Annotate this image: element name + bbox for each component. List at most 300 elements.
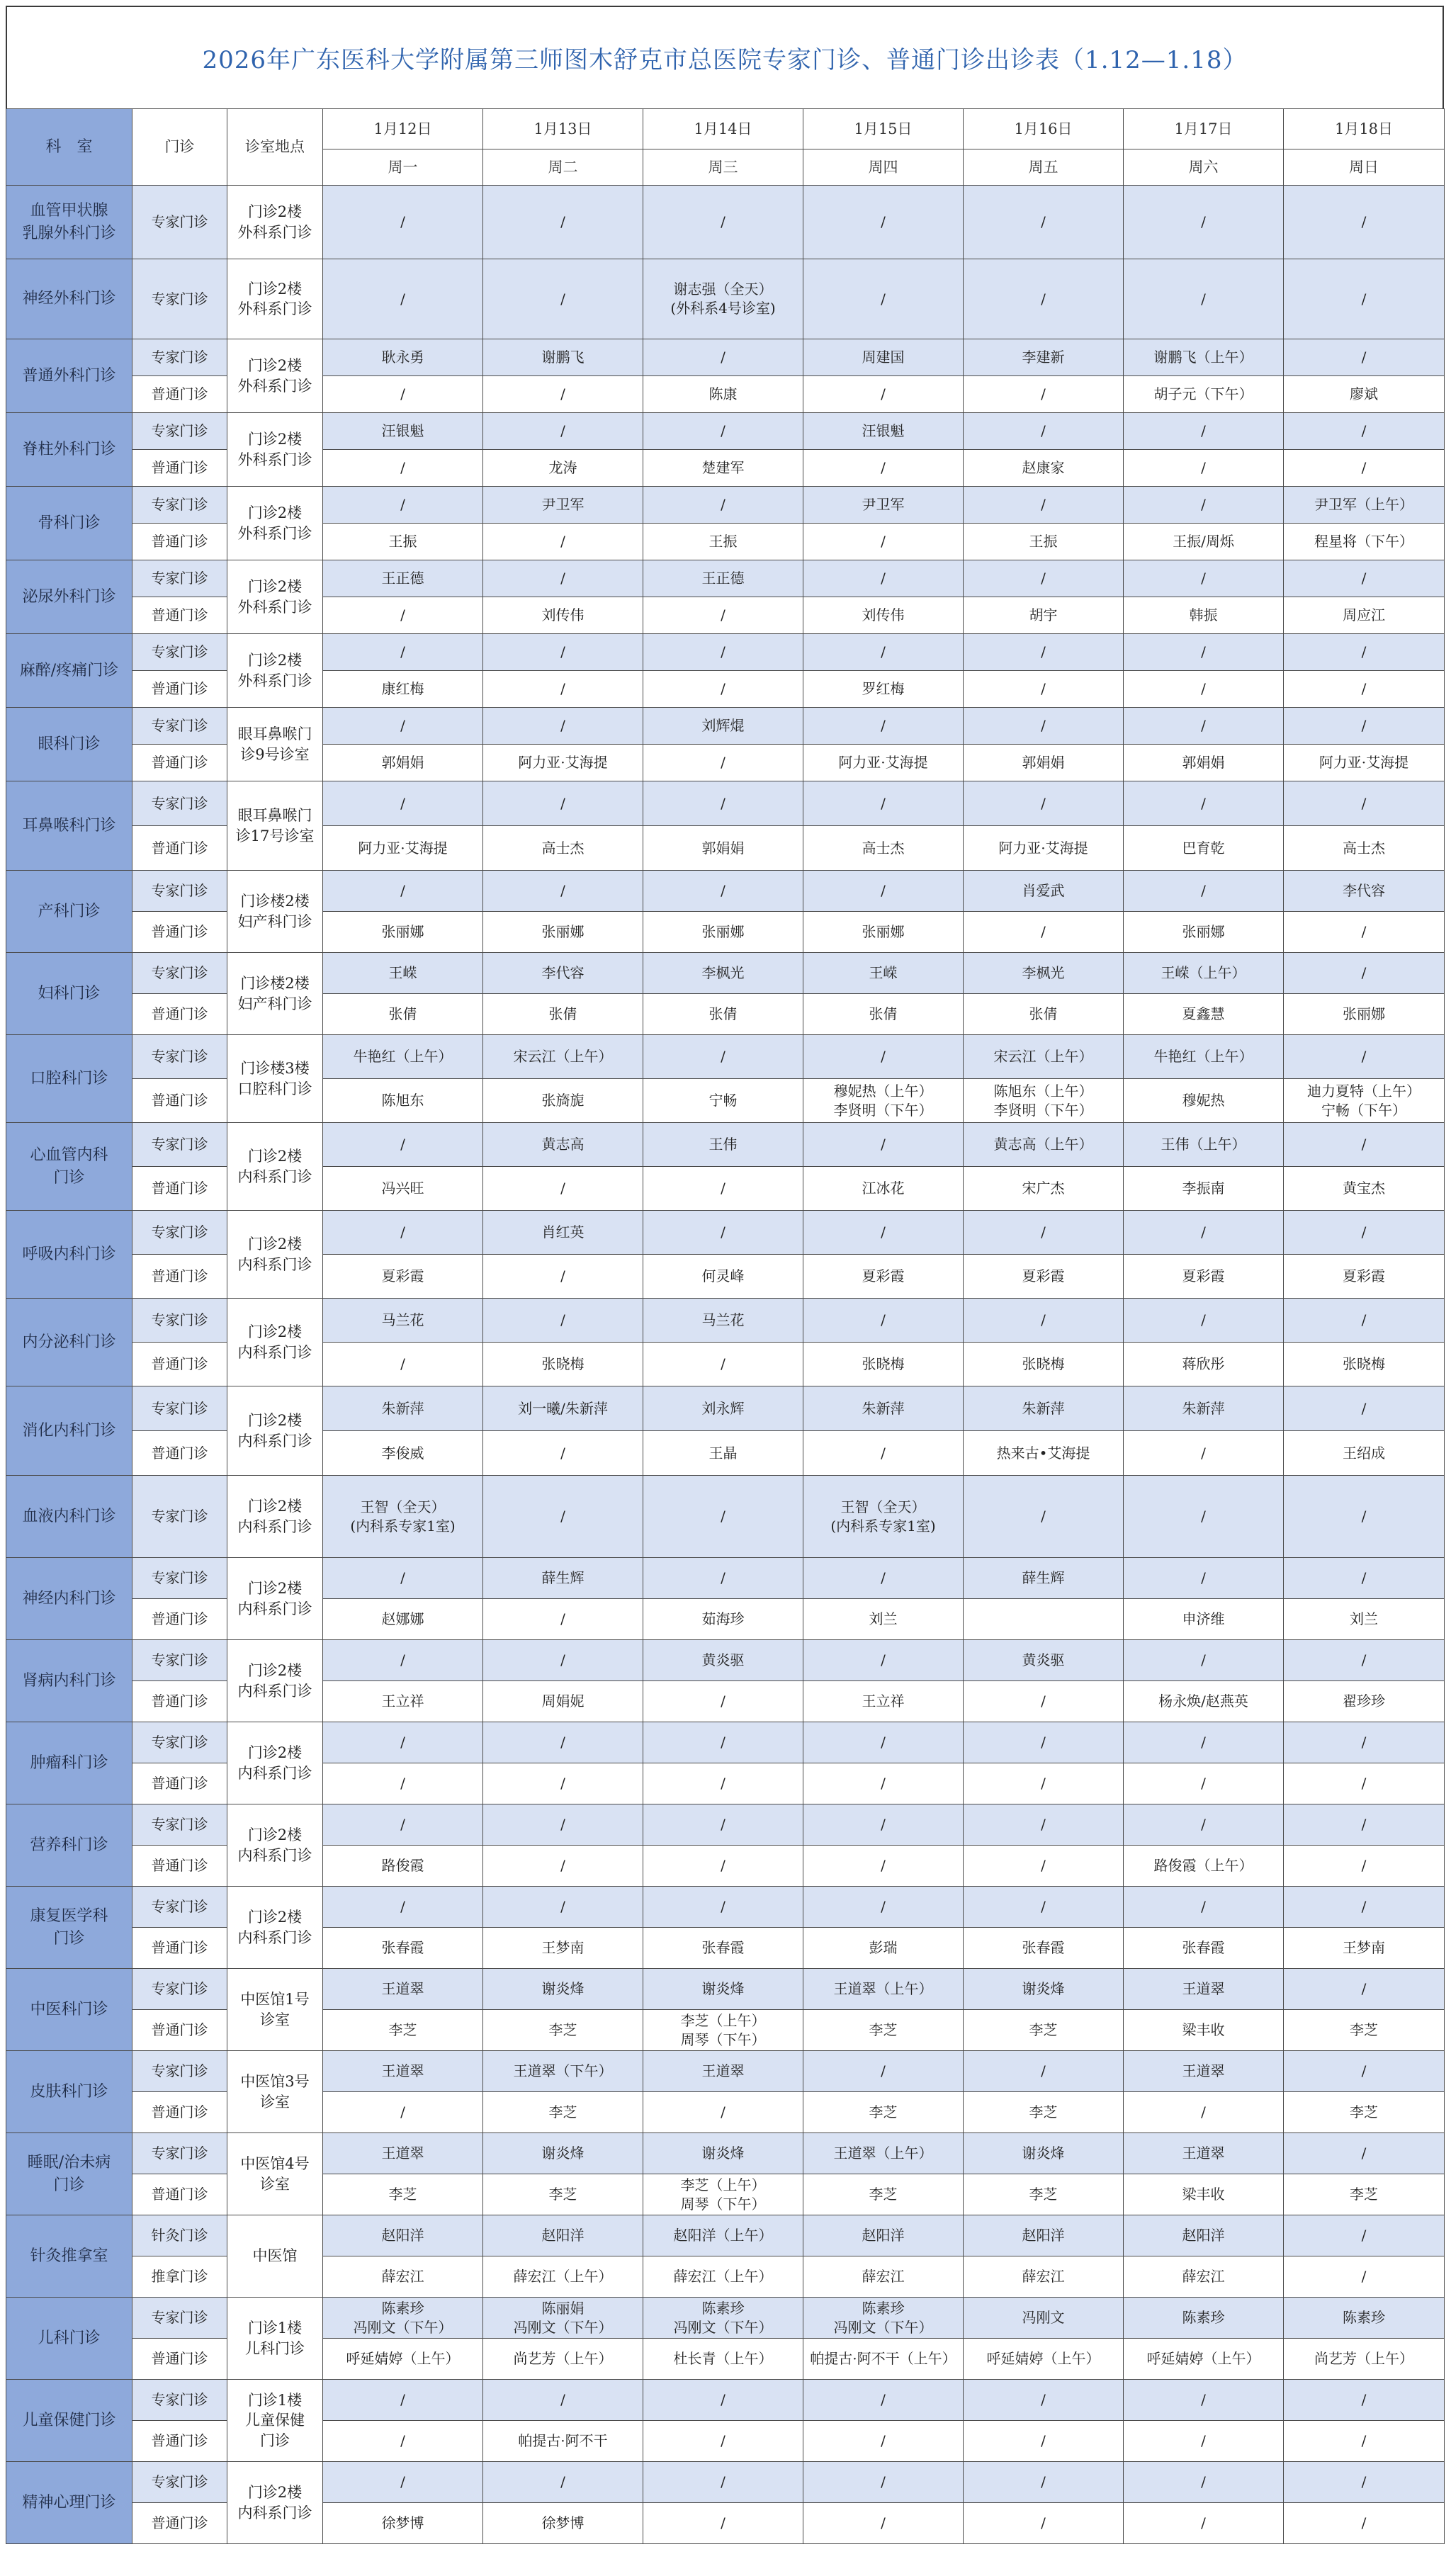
table-row (6, 2339, 1445, 2380)
cell-line: / (560, 2473, 565, 2490)
clinic-location (227, 1969, 323, 2051)
table-row (6, 1681, 1445, 1722)
cell-line: 门诊楼2楼 (240, 975, 310, 993)
cell-line: 门诊2楼 (247, 652, 303, 670)
schedule-cell (323, 1969, 483, 2010)
clinic-type: 专家门诊 (132, 2298, 227, 2339)
schedule-cell (1284, 560, 1445, 597)
schedule-cell (643, 1763, 803, 1804)
cell-line: / (1361, 1857, 1367, 1874)
schedule-cell (643, 259, 803, 339)
schedule-cell (323, 2174, 483, 2215)
clinic-location (227, 1722, 323, 1804)
schedule-cell (803, 2256, 964, 2298)
clinic-location (227, 560, 323, 634)
cell-line: / (721, 1355, 726, 1372)
cell-line: 宋广杰 (1022, 1180, 1065, 1197)
schedule-cell (323, 2503, 483, 2544)
schedule-cell (1124, 2380, 1284, 2421)
table-row (6, 524, 1445, 560)
schedule-cell (483, 671, 643, 708)
cell-line: / (1361, 1136, 1367, 1153)
schedule-cell (803, 186, 964, 259)
dept-name (6, 1211, 132, 1299)
cell-line: / (721, 1508, 726, 1525)
schedule-cell (483, 1211, 643, 1255)
cell-line: / (1041, 1693, 1046, 1710)
clinic-type: 专家门诊 (132, 2133, 227, 2174)
schedule-cell (1124, 671, 1284, 708)
clinic-type: 专家门诊 (132, 1386, 227, 1431)
clinic-type: 专家门诊 (132, 413, 227, 450)
schedule-cell (483, 1846, 643, 1887)
cell-line: / (881, 1224, 886, 1241)
cell-line: 程星将（下午） (1314, 533, 1413, 550)
cell-line: 尚艺芳（上午） (513, 2350, 613, 2367)
schedule-cell (483, 1035, 643, 1079)
cell-line: 中医馆4号 (240, 2155, 310, 2173)
cell-line: 周娟妮 (541, 1693, 585, 1710)
cell-line: 冯刚文（下午） (513, 2318, 613, 2336)
schedule-cell (483, 1431, 643, 1476)
cell-line: / (1361, 1980, 1367, 1997)
schedule-cell (1284, 413, 1445, 450)
cell-line: 郭娟娟 (1182, 754, 1225, 771)
clinic-type: 专家门诊 (132, 2380, 227, 2421)
schedule-cell (323, 1681, 483, 1722)
cell-line: / (721, 2432, 726, 2449)
cell-line: / (881, 1048, 886, 1065)
clinic-type: 普通门诊 (132, 2092, 227, 2133)
schedule-cell (323, 634, 483, 671)
cell-line: 王道翠 (1182, 2145, 1225, 2162)
cell-line: / (1361, 290, 1367, 307)
cell-line: / (1361, 459, 1367, 476)
cell-line: / (560, 533, 565, 550)
schedule-cell (964, 1079, 1124, 1123)
header-weekday: 周三 (643, 149, 803, 186)
clinic-location (227, 1887, 323, 1969)
clinic-location (227, 1386, 323, 1476)
cell-line: 龙涛 (548, 459, 577, 476)
cell-line: / (560, 643, 565, 660)
schedule-cell (803, 376, 964, 413)
schedule-cell (483, 1476, 643, 1558)
schedule-cell (643, 2133, 803, 2174)
clinic-type: 专家门诊 (132, 339, 227, 376)
cell-line: 门诊2楼 (247, 431, 303, 448)
cell-line: / (881, 533, 886, 550)
cell-line: 谢炎烽 (701, 1980, 745, 1997)
header-date: 1月15日 (803, 109, 964, 149)
cell-line: 阿力亚·艾海提 (518, 754, 608, 771)
cell-line: / (1361, 923, 1367, 940)
table-row (6, 2256, 1445, 2298)
cell-line: 尹卫军 (541, 496, 585, 513)
cell-line: / (400, 2432, 405, 2449)
cell-line: 韩振 (1189, 606, 1218, 623)
clinic-type: 普通门诊 (132, 1846, 227, 1887)
cell-line: / (1361, 213, 1367, 230)
schedule-cell (483, 826, 643, 871)
schedule-cell (483, 487, 643, 524)
cell-line: 神经外科门诊 (22, 290, 116, 308)
cell-line: / (881, 1816, 886, 1833)
cell-line: 耳鼻喉科门诊 (22, 816, 116, 835)
cell-line: 门诊2楼 (247, 1580, 303, 1598)
schedule-cell (1124, 826, 1284, 871)
cell-line: 眼耳鼻喉门 (237, 725, 312, 743)
schedule-cell (1284, 871, 1445, 912)
cell-line: 陈旭东（上午） (993, 1082, 1093, 1100)
schedule-cell (964, 1887, 1124, 1928)
schedule-cell (323, 708, 483, 745)
schedule-cell (323, 1763, 483, 1804)
schedule-cell (643, 450, 803, 487)
cell-line: 门诊楼2楼 (240, 893, 310, 910)
cell-line: / (881, 1898, 886, 1915)
cell-line: 肾病内科门诊 (22, 1671, 116, 1690)
schedule-cell (643, 1640, 803, 1681)
schedule-cell (483, 1299, 643, 1343)
schedule-cell (1124, 1343, 1284, 1386)
cell-line: 李芝 (869, 2186, 898, 2203)
schedule-cell (1124, 871, 1284, 912)
table-row (6, 1211, 1445, 1255)
schedule-cell (483, 560, 643, 597)
dept-name (6, 1804, 132, 1887)
cell-line: 周琴（下午） (680, 2195, 766, 2213)
schedule-cell (1124, 1476, 1284, 1558)
schedule-cell (1124, 413, 1284, 450)
dept-name (6, 560, 132, 634)
clinic-type: 专家门诊 (132, 1969, 227, 2010)
schedule-cell (483, 1558, 643, 1599)
page-title: 2026年广东医科大学附属第三师图木舒克市总医院专家门诊、普通门诊出诊表（1.12—1.18） (202, 46, 1248, 74)
cell-line: / (1361, 680, 1367, 697)
cell-line: 陈素珍 (701, 2299, 745, 2317)
dept-name (6, 339, 132, 413)
cell-line: 心血管内科 (30, 1146, 108, 1164)
cell-line: / (400, 2103, 405, 2120)
cell-line: 赵阳洋 (1182, 2227, 1225, 2244)
cell-line: 穆妮热（上午） (833, 1082, 933, 1100)
schedule-cell (964, 2010, 1124, 2051)
schedule-cell (1284, 2133, 1445, 2174)
cell-line: 朱新萍 (862, 1399, 905, 1417)
cell-line: 李芝 (548, 2021, 577, 2038)
cell-line: / (560, 213, 565, 230)
schedule-cell (803, 953, 964, 994)
header-weekday: 周日 (1284, 149, 1445, 186)
cell-line: 何灵峰 (701, 1267, 745, 1284)
schedule-cell (1124, 339, 1284, 376)
clinic-type: 专家门诊 (132, 1804, 227, 1846)
cell-line: / (881, 2514, 886, 2531)
schedule-cell (803, 634, 964, 671)
cell-line: 内科系门诊 (237, 1255, 312, 1273)
clinic-type: 推拿门诊 (132, 2256, 227, 2298)
clinic-type: 普通门诊 (132, 1928, 227, 1969)
cell-line: / (721, 1693, 726, 1710)
cell-line: 张晓梅 (1343, 1355, 1385, 1372)
cell-line: 眼耳鼻喉门 (237, 807, 312, 825)
clinic-location (227, 2133, 323, 2215)
cell-line: 周建国 (862, 349, 905, 366)
cell-line: 陈素珍 (1182, 2309, 1225, 2326)
cell-line: 内科系门诊 (237, 2504, 312, 2521)
schedule-cell (964, 1035, 1124, 1079)
schedule-cell (643, 1681, 803, 1722)
dept-name (6, 2380, 132, 2462)
schedule-cell (1284, 1476, 1445, 1558)
cell-line: 赵娜娜 (381, 1610, 424, 1627)
cell-line: / (400, 643, 405, 660)
table-row (6, 1846, 1445, 1887)
cell-line: 徐梦博 (541, 2514, 585, 2531)
schedule-cell (964, 560, 1124, 597)
cell-line: 肖爱武 (1022, 882, 1065, 899)
schedule-cell (323, 339, 483, 376)
table-row (6, 339, 1445, 376)
schedule-cell (643, 1079, 803, 1123)
clinic-type: 专家门诊 (132, 634, 227, 671)
cell-line: / (400, 794, 405, 812)
cell-line: 诊室 (260, 2093, 290, 2111)
schedule-cell (964, 597, 1124, 634)
cell-line: 李芝 (869, 2103, 898, 2120)
clinic-location (227, 1558, 323, 1640)
cell-line: / (1041, 794, 1046, 812)
cell-line: / (1201, 643, 1206, 660)
schedule-cell (803, 2380, 964, 2421)
table-row (6, 745, 1445, 781)
cell-line: 内分泌科门诊 (22, 1333, 116, 1351)
cell-line: 冯刚文（下午） (833, 2318, 933, 2336)
schedule-cell (1284, 1969, 1445, 2010)
cell-line: / (1201, 2473, 1206, 2490)
schedule-cell (964, 708, 1124, 745)
schedule-cell (1124, 781, 1284, 826)
schedule-cell (1124, 2051, 1284, 2092)
cell-line: 薛宏江（上午） (673, 2268, 773, 2285)
cell-line: 薛生辉 (1022, 1569, 1065, 1586)
schedule-cell (1124, 2174, 1284, 2215)
cell-line: 张丽娜 (1343, 1005, 1385, 1022)
cell-line: / (721, 643, 726, 660)
schedule-cell (964, 1804, 1124, 1846)
cell-line: 张春霞 (381, 1939, 424, 1956)
cell-line: / (881, 1311, 886, 1328)
clinic-type: 专家门诊 (132, 1476, 227, 1558)
schedule-cell (643, 1211, 803, 1255)
cell-line: 内科系门诊 (237, 1518, 312, 1535)
cell-line: / (1201, 2391, 1206, 2408)
cell-line: / (1041, 290, 1046, 307)
schedule-cell (803, 826, 964, 871)
cell-line: / (881, 2473, 886, 2490)
cell-line: 王晶 (708, 1444, 738, 1462)
cell-line: 黄炎驱 (1022, 1651, 1065, 1668)
cell-line: / (1201, 1444, 1206, 1462)
dept-name (6, 2051, 132, 2133)
cell-line: / (560, 290, 565, 307)
cell-line: / (721, 1224, 726, 1241)
cell-line: / (881, 385, 886, 402)
cell-line: 李芝（上午） (680, 2176, 766, 2193)
cell-line: 内科系门诊 (237, 1682, 312, 1700)
schedule-cell (1284, 339, 1445, 376)
clinic-location (227, 1035, 323, 1123)
cell-line: / (721, 2473, 726, 2490)
cell-line: / (400, 385, 405, 402)
cell-line: 诊17号诊室 (235, 827, 315, 844)
cell-line: / (1041, 717, 1046, 734)
clinic-type: 普通门诊 (132, 745, 227, 781)
cell-line: 王道翠 (1182, 2062, 1225, 2079)
schedule-cell (1124, 2339, 1284, 2380)
schedule-cell (1284, 994, 1445, 1035)
cell-line: / (1041, 422, 1046, 439)
cell-line: / (1361, 2145, 1367, 2162)
clinic-location (227, 1476, 323, 1558)
clinic-location (227, 413, 323, 487)
cell-line: / (1361, 1816, 1367, 1833)
schedule-cell (1124, 1640, 1284, 1681)
schedule-cell (1124, 994, 1284, 1035)
schedule-cell (323, 1722, 483, 1763)
schedule-cell (323, 2339, 483, 2380)
schedule-cell (803, 1887, 964, 1928)
cell-line: 王道翠 (701, 2062, 745, 2079)
table-row (6, 2215, 1445, 2256)
clinic-type: 专家门诊 (132, 1722, 227, 1763)
cell-line: / (560, 1775, 565, 1792)
cell-line: 薛宏江 (862, 2268, 905, 2285)
schedule-cell (964, 2298, 1124, 2339)
schedule-cell (323, 1167, 483, 1211)
cell-line: 李芝 (1350, 2021, 1378, 2038)
cell-line: 李芝 (1029, 2103, 1058, 2120)
clinic-type: 专家门诊 (132, 259, 227, 339)
cell-line: 耿永勇 (381, 349, 424, 366)
header-date: 1月17日 (1124, 109, 1284, 149)
schedule-cell (1124, 2298, 1284, 2339)
cell-line: 张倩 (1029, 1005, 1058, 1022)
schedule-cell (1284, 524, 1445, 560)
schedule-cell (323, 2215, 483, 2256)
cell-line: 眼科门诊 (38, 735, 101, 753)
schedule-cell (643, 994, 803, 1035)
cell-line: 李代容 (1343, 882, 1385, 899)
cell-line: 内科系门诊 (237, 1928, 312, 1946)
schedule-cell (1124, 1035, 1284, 1079)
schedule-cell (1284, 953, 1445, 994)
clinic-type: 普通门诊 (132, 2421, 227, 2462)
cell-line: 李代容 (541, 964, 585, 981)
schedule-cell (964, 1969, 1124, 2010)
schedule-cell (643, 487, 803, 524)
schedule-cell (803, 1846, 964, 1887)
cell-line: 门诊2楼 (247, 1148, 303, 1165)
cell-line: 内科系门诊 (237, 1846, 312, 1864)
cell-line: 外科系门诊 (237, 598, 312, 616)
cell-line: / (721, 2103, 726, 2120)
schedule-cell (643, 2421, 803, 2462)
cell-line: 赵阳洋 (1022, 2227, 1065, 2244)
cell-line: 刘兰 (1350, 1610, 1378, 1627)
cell-line: 儿童保健 (245, 2412, 305, 2429)
cell-line: 周应江 (1343, 606, 1385, 623)
schedule-cell (964, 2380, 1124, 2421)
cell-line: 门诊2楼 (247, 1909, 303, 1926)
clinic-type: 普通门诊 (132, 1079, 227, 1123)
dept-name (6, 1640, 132, 1722)
cell-line: 张丽娜 (541, 923, 585, 940)
cell-line: / (1041, 2514, 1046, 2531)
schedule-cell (323, 1431, 483, 1476)
schedule-cell (964, 1846, 1124, 1887)
schedule-cell (483, 1928, 643, 1969)
cell-line: / (400, 882, 405, 899)
schedule-cell (483, 871, 643, 912)
cell-line: 黄志高 (541, 1136, 585, 1153)
cell-line: / (881, 2062, 886, 2079)
cell-line: 王梦南 (541, 1939, 585, 1956)
clinic-type: 普通门诊 (132, 2174, 227, 2215)
cell-line: 张丽娜 (862, 923, 905, 940)
cell-line: 王道翠 (1182, 1980, 1225, 1997)
schedule-cell (1284, 2421, 1445, 2462)
schedule-cell (323, 1928, 483, 1969)
cell-line: 夏彩霞 (1343, 1267, 1385, 1284)
schedule-cell (803, 339, 964, 376)
schedule-cell (964, 871, 1124, 912)
schedule-cell (643, 953, 803, 994)
cell-line: 产科门诊 (38, 902, 101, 920)
schedule-cell (964, 1681, 1124, 1722)
cell-line: 楚建军 (701, 459, 745, 476)
schedule-cell (643, 2462, 803, 2503)
cell-line: 门诊2楼 (247, 1236, 303, 1253)
schedule-cell (483, 1722, 643, 1763)
schedule-cell (964, 1386, 1124, 1431)
cell-line: 张丽娜 (1182, 923, 1225, 940)
cell-line: 朱新萍 (381, 1399, 424, 1417)
schedule-cell (483, 2092, 643, 2133)
schedule-cell (1124, 2256, 1284, 2298)
cell-line: 口腔科门诊 (237, 1080, 312, 1097)
schedule-cell (964, 2215, 1124, 2256)
cell-line: 中医馆1号 (240, 1991, 310, 2009)
clinic-type: 针灸门诊 (132, 2215, 227, 2256)
clinic-type: 普通门诊 (132, 1763, 227, 1804)
clinic-location (227, 781, 323, 871)
schedule-cell (643, 1123, 803, 1167)
schedule-cell (643, 1386, 803, 1431)
schedule-cell (483, 2133, 643, 2174)
schedule-cell (1284, 708, 1445, 745)
schedule-cell (1124, 1299, 1284, 1343)
schedule-cell (323, 1887, 483, 1928)
cell-line: 李贤明（下午） (833, 1101, 933, 1119)
schedule-cell (643, 2010, 803, 2051)
schedule-cell (964, 259, 1124, 339)
cell-line: / (400, 1816, 405, 1833)
schedule-cell (803, 1722, 964, 1763)
cell-line: / (721, 1898, 726, 1915)
cell-line: 诊室 (260, 2011, 290, 2028)
